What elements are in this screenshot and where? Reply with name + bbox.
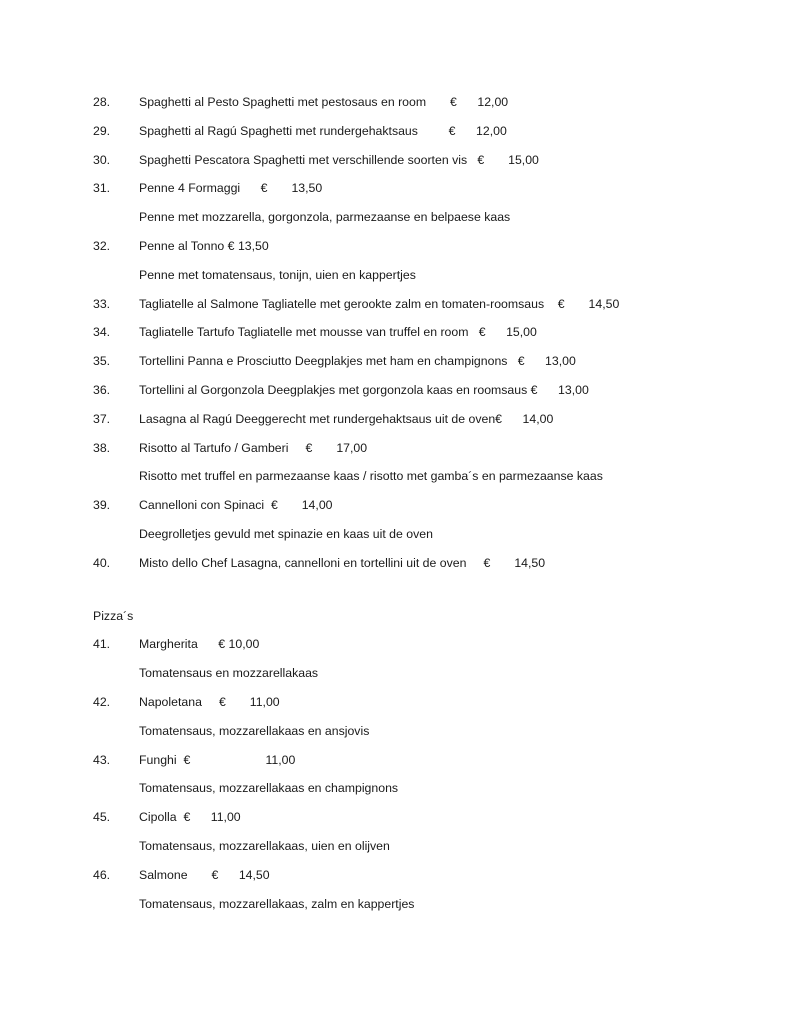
menu-item-body xyxy=(139,803,241,832)
menu-item-body xyxy=(139,117,507,146)
menu-item-price: 11,00 xyxy=(210,810,241,825)
menu-item-body xyxy=(139,434,367,463)
tab-gap xyxy=(188,861,212,890)
menu-item-description: Risotto met truffel en parmezaanse kaas / risotto met gamba´s en parmezaanse kaas xyxy=(139,469,603,484)
menu-item-price: 12,00 xyxy=(476,123,507,138)
menu-item-price: 11,00 xyxy=(249,694,280,709)
menu-item-description: Tomatensaus, mozzarellakaas en ansjovis xyxy=(139,723,370,738)
menu-item-name: Misto dello Chef Lasagna, cannelloni en tortellini uit de oven xyxy=(139,555,467,570)
currency-symbol: € xyxy=(495,411,503,426)
tab-gap xyxy=(312,434,336,463)
menu-item-row xyxy=(93,688,713,717)
menu-item-description: Tomatensaus, mozzarellakaas en champignons xyxy=(139,781,399,796)
menu-item-number: 41. xyxy=(93,637,111,652)
menu-item-number: 32. xyxy=(93,238,111,253)
menu-item-price: 17,00 xyxy=(336,440,368,455)
currency-symbol: € xyxy=(450,95,457,109)
menu-item-row xyxy=(93,376,713,405)
menu-item-name: Penne 4 Formaggi xyxy=(139,181,241,196)
menu-item-number: 37. xyxy=(93,411,111,426)
tab-gap xyxy=(278,491,302,520)
menu-item-number: 45. xyxy=(93,810,111,825)
section-heading: Pizza´s xyxy=(93,608,134,623)
currency-symbol: € xyxy=(483,555,491,570)
menu-item-row xyxy=(93,861,713,890)
tab-gap xyxy=(177,746,184,775)
menu-item-price: 12,00 xyxy=(477,95,509,109)
menu-item-number: 38. xyxy=(93,440,111,455)
currency-symbol: € xyxy=(270,498,278,513)
tab-gap xyxy=(240,174,261,203)
menu-item-description: Tomatensaus en mozzarellakaas xyxy=(139,666,319,681)
currency-symbol: € xyxy=(517,354,525,369)
tab-gap xyxy=(457,88,478,117)
menu-item-price: 15,00 xyxy=(506,325,537,340)
menu-item-row xyxy=(93,434,713,463)
currency-symbol: € xyxy=(305,440,313,455)
currency-symbol: € xyxy=(478,325,486,340)
menu-item-number: 39. xyxy=(93,498,111,513)
menu-item-name: Napoletana xyxy=(139,694,202,709)
currency-symbol: € xyxy=(227,238,235,253)
menu-item-name: Cannelloni con Spinaci xyxy=(139,498,265,513)
menu-item-number: 29. xyxy=(93,123,111,138)
menu-item-row xyxy=(93,117,713,146)
tab-gap xyxy=(190,746,265,775)
menu-item-name: Cipolla xyxy=(139,810,177,825)
menu-item-price: 15,00 xyxy=(508,152,539,167)
menu-item-price: 11,00 xyxy=(265,752,296,767)
menu-content xyxy=(93,88,713,918)
tab-gap xyxy=(226,688,250,717)
menu-item-name: Tagliatelle Tartufo Tagliatelle met mousse van truffel en room xyxy=(139,325,469,340)
tab-gap xyxy=(467,146,477,175)
tab-gap xyxy=(468,318,478,347)
menu-item-body xyxy=(139,376,589,405)
menu-item-body xyxy=(139,232,269,261)
currency-symbol: € xyxy=(183,810,191,825)
tab-gap xyxy=(544,290,558,319)
tab-gap xyxy=(490,549,514,578)
menu-item-name: Spaghetti al Pesto Spaghetti met pestosaus en room xyxy=(139,95,427,109)
menu-item-number: 34. xyxy=(93,325,111,340)
tab-gap xyxy=(190,803,211,832)
menu-item-name: Margherita xyxy=(139,637,198,652)
menu-item-price: 13,00 xyxy=(558,382,589,397)
menu-item-row xyxy=(93,746,713,775)
menu-item-price: 14,00 xyxy=(522,411,554,426)
menu-item-row xyxy=(93,630,713,659)
menu-item-price: 14,50 xyxy=(238,867,270,882)
menu-item-price: 13,00 xyxy=(545,354,576,369)
tab-gap xyxy=(538,376,559,405)
menu-item-name: Spaghetti Pescatora Spaghetti met verschillende soorten vis xyxy=(139,152,468,167)
menu-item-row xyxy=(93,232,713,261)
menu-item-row xyxy=(93,491,713,520)
tab-gap xyxy=(218,861,239,890)
currency-symbol: € xyxy=(218,637,226,652)
currency-symbol: € xyxy=(477,152,485,167)
currency-symbol: € xyxy=(557,296,565,311)
tab-gap xyxy=(484,146,508,175)
tab-gap xyxy=(507,347,517,376)
menu-item-row xyxy=(93,88,713,117)
menu-item-name: Spaghetti al Ragú Spaghetti met rundergehaktsaus xyxy=(139,123,418,138)
menu-item-number: 43. xyxy=(93,752,111,767)
menu-item-description: Penne met mozzarella, gorgonzola, parmezaanse en belpaese kaas xyxy=(139,210,511,225)
menu-item-body xyxy=(139,290,619,319)
menu-item-body xyxy=(139,861,270,890)
menu-item-body xyxy=(139,746,295,775)
menu-item-description: Tomatensaus, mozzarellakaas, zalm en kappertjes xyxy=(139,896,415,911)
menu-item-row xyxy=(93,174,713,203)
menu-item-number: 40. xyxy=(93,555,111,570)
tab-gap xyxy=(177,803,184,832)
currency-symbol: € xyxy=(211,867,219,882)
tab-gap xyxy=(466,549,483,578)
tab-gap xyxy=(268,174,292,203)
menu-item-body xyxy=(139,688,280,717)
menu-item-row xyxy=(93,405,713,434)
tab-gap xyxy=(202,688,219,717)
menu-item-body xyxy=(139,174,322,203)
menu-item-body xyxy=(139,630,259,659)
menu-item-name: Tortellini al Gorgonzola Deegplakjes met gorgonzola kaas en roomsaus xyxy=(139,382,528,397)
menu-item-body xyxy=(139,318,537,347)
section-spacer xyxy=(93,578,713,602)
menu-item-number: 31. xyxy=(93,181,111,196)
menu-item-row xyxy=(93,803,713,832)
menu-item-price: 10,00 xyxy=(228,637,260,652)
tab-gap xyxy=(456,117,477,146)
menu-item-number: 28. xyxy=(93,95,111,109)
menu-item-body xyxy=(139,549,545,578)
menu-item-body xyxy=(139,491,333,520)
menu-item-number: 36. xyxy=(93,382,111,397)
menu-item-row xyxy=(93,318,713,347)
menu-item-name: Penne al Tonno xyxy=(139,238,225,253)
menu-item-body xyxy=(139,405,553,434)
tab-gap xyxy=(264,491,271,520)
tab-gap xyxy=(198,630,219,659)
menu-item-row xyxy=(93,290,713,319)
currency-symbol: € xyxy=(183,752,191,767)
menu-item-price: 14,00 xyxy=(301,498,333,513)
menu-item-number: 30. xyxy=(93,152,111,167)
menu-item-description: Tomatensaus, mozzarellakaas, uien en olijven xyxy=(139,838,390,853)
menu-item-price: 13,50 xyxy=(291,181,323,196)
tab-gap xyxy=(288,434,305,463)
menu-item-body xyxy=(139,88,508,117)
currency-symbol: € xyxy=(260,181,268,196)
menu-item-name: Funghi xyxy=(139,752,177,767)
menu-item-name: Lasagna al Ragú Deeggerecht met rundergehaktsaus uit de oven xyxy=(139,411,496,426)
menu-item-description: Penne met tomatensaus, tonijn, uien en kappertjes xyxy=(139,267,416,282)
menu-item-body xyxy=(139,146,539,175)
menu-item-name: Risotto al Tartufo / Gamberi xyxy=(139,440,289,455)
menu-item-row xyxy=(93,347,713,376)
menu-item-body xyxy=(139,347,576,376)
tab-gap xyxy=(525,347,546,376)
menu-item-row xyxy=(93,146,713,175)
currency-symbol: € xyxy=(448,123,456,138)
menu-item-price: 13,50 xyxy=(237,238,269,253)
tab-gap xyxy=(486,318,507,347)
menu-item-price: 14,50 xyxy=(588,296,620,311)
currency-symbol: € xyxy=(530,382,538,397)
menu-item-name: Tagliatelle al Salmone Tagliatelle met gerookte zalm en tomaten-roomsaus xyxy=(139,296,545,311)
menu-item-number: 46. xyxy=(93,867,111,882)
tab-gap xyxy=(502,405,523,434)
menu-item-price: 14,50 xyxy=(514,555,546,570)
menu-item-row xyxy=(93,549,713,578)
tab-gap xyxy=(418,117,449,146)
menu-item-number: 35. xyxy=(93,354,111,369)
menu-item-name: Tortellini Panna e Prosciutto Deegplakjes met ham en champignons xyxy=(139,354,508,369)
menu-item-number: 33. xyxy=(93,296,111,311)
menu-item-description: Deegrolletjes gevuld met spinazie en kaas uit de oven xyxy=(139,526,433,541)
currency-symbol: € xyxy=(219,694,226,709)
menu-item-name: Salmone xyxy=(139,867,188,882)
menu-item-number: 42. xyxy=(93,694,111,709)
tab-gap xyxy=(426,88,450,117)
tab-gap xyxy=(565,290,589,319)
